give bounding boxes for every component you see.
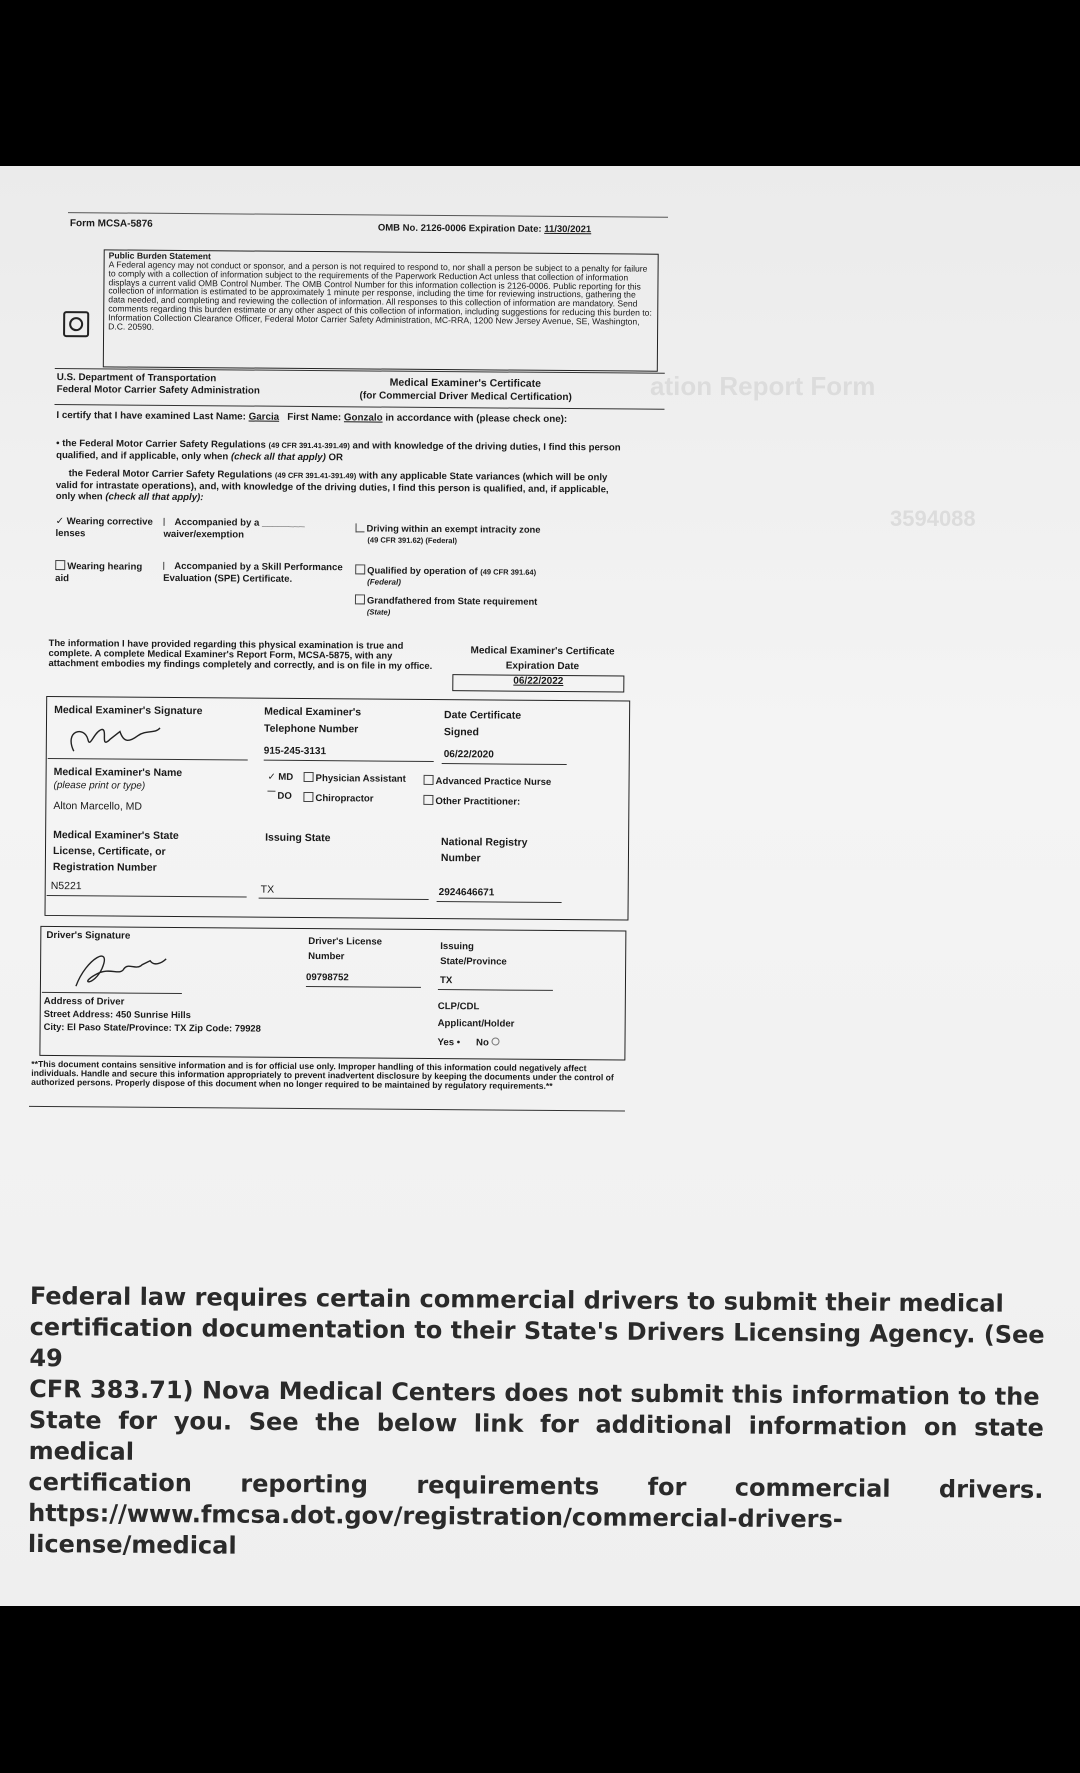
- date-signed-label: Date Certificate Signed: [443, 709, 522, 738]
- public-burden-statement: [103, 249, 659, 371]
- examiner-phone: 915-245-3131: [263, 745, 327, 758]
- national-registry-number: 2924646671: [438, 887, 495, 899]
- notice-line: Federal law requires certain commercial drivers to submit their medical: [29, 1282, 1004, 1318]
- issuing-state-label: Issuing State: [265, 831, 331, 845]
- medical-examiner-certificate-form: [31, 214, 666, 1159]
- last-name: Garcia: [248, 411, 280, 423]
- examiner-name-label: Medical Examiner's Name: [53, 765, 183, 780]
- examiner-signature: [60, 719, 170, 760]
- omb-number: OMB No. 2126-0006 Expiration Date: 11/30/2021: [377, 222, 592, 236]
- credential-apn: Advanced Practice Nurse: [424, 775, 552, 789]
- checkbox[interactable]: [356, 523, 365, 532]
- dot-logo-icon: [63, 311, 89, 337]
- credential-do: DO: [267, 791, 291, 803]
- option-federal: • the Federal Motor Carrier Safety Regulations (49 CFR 391.41-391.49) and with knowledge of the driving duties, I find this person qualified, and if applicable, only when (check all that apply) OR: [56, 438, 621, 463]
- dept-line1: U.S. Department of Transportation: [56, 372, 217, 385]
- national-registry-label: National Registry Number: [440, 836, 528, 865]
- checkbox[interactable]: [164, 518, 173, 526]
- notice-line: certification reporting requirements for commercial drivers.: [28, 1467, 1044, 1504]
- state-reporting-notice: [28, 1281, 1045, 1568]
- driver-street: Street Address: 450 Sunrise Hills: [43, 1007, 191, 1021]
- fmcsa-link[interactable]: https://www.fmcsa.dot.gov/registration/commercial-drivers-license/medical: [27, 1498, 843, 1560]
- sensitive-disclaimer: **This document contains sensitive information and is for official use only. Improper handling of this information could negatively affect individuals. Handle and secure this information appropriately to prevent inadvertent disclosure by keeping the documents under the control of authorized persons. Properly dispose of this document when no longer required to be maintained by regulatory requirements.**: [31, 1058, 614, 1091]
- selected-bullet: •: [56, 438, 60, 450]
- no-radio[interactable]: [492, 1037, 500, 1045]
- issuing-province: TX: [439, 975, 453, 987]
- date-signed: 06/22/2020: [443, 749, 494, 761]
- background-ghost-number: 3594088: [890, 506, 976, 531]
- option-radio[interactable]: [56, 469, 64, 477]
- checkbox[interactable]: [423, 795, 433, 805]
- no-option: No: [476, 1037, 489, 1049]
- expiration-date-box: [452, 674, 624, 692]
- checkbox[interactable]: [55, 560, 65, 570]
- top-rule: [68, 212, 668, 218]
- checkmark-icon: ✓: [55, 516, 65, 528]
- first-name: Gonzalo: [343, 412, 383, 424]
- checkmark-icon: ✓: [267, 771, 276, 783]
- issuing-province-label: Issuing State/Province: [440, 941, 507, 968]
- yes-option: Yes: [437, 1037, 455, 1049]
- driver-city: City: El Paso State/Province: TX Zip Code: 79928: [43, 1020, 261, 1034]
- rule: [54, 404, 664, 410]
- certify-statement: I certify that I have examined Last Name: Garcia First Name: Gonzalo in accordance with (please check one):: [56, 410, 568, 426]
- check-waiver: Accompanied by a ________ waiver/exemption: [163, 516, 305, 540]
- checkbox[interactable]: [267, 791, 275, 800]
- checkbox[interactable]: [303, 792, 313, 802]
- examiner-name-hint: (please print or type): [53, 779, 146, 792]
- notice-line: certification documentation to their State's Drivers Licensing Agency. (See 49: [29, 1312, 1045, 1373]
- drivers-license-label: Driver's License Number: [308, 936, 383, 962]
- burden-title: Public Burden Statement: [108, 250, 211, 262]
- credential-md: ✓ MD: [267, 771, 294, 783]
- form-number: Form MCSA-5876: [69, 218, 153, 230]
- issuing-state: TX: [260, 883, 275, 896]
- expiration-date: 06/22/2022: [513, 675, 564, 687]
- driver-address-label: Address of Driver: [43, 995, 125, 1008]
- examiner-name: Alton Marcello, MD: [53, 799, 143, 813]
- option-state-variance: the Federal Motor Carrier Safety Regulations (49 CFR 391.41-391.49) with any applicable State variances (which will be only valid for intrastate operations), and, with knowledge of the driving duties, I find this person is qualified, and, if applicable, only when (check all that apply):: [55, 468, 609, 504]
- credential-chiro: Chiropractor: [303, 792, 373, 805]
- checkbox[interactable]: [424, 775, 434, 785]
- notice-line: CFR 383.71) Nova Medical Centers does not submit this information to the: [29, 1374, 1040, 1411]
- certificate-title: Medical Examiner's Certificate: [389, 376, 542, 390]
- credential-other: Other Practitioner:: [423, 795, 520, 808]
- yes-selected-icon[interactable]: •: [456, 1037, 461, 1049]
- check-intracity: Driving within an exempt intracity zone (49 CFR 391.62) (Federal): [355, 522, 575, 546]
- burden-text: A Federal agency may not conduct or sponsor, and a person is not required to respond to, nor shall a person be subject to a penalty for failure to comply with a collection of information subject to the requirements of the Paperwork Reduction Act unless that collection of information displays a current valid OMB Control Number. The OMB Control Number for this information collection is 2126-0006. Public reporting for this collection of information is estimated to be approximately 1 minute per response, including the time for reviewing instructions, gathering the data needed, and completing and reviewing the collection of information. All responses to this collection of information are mandatory. Send comments regarding this burden estimate or any other aspect of this collection of information, including suggestions for reducing this burden to: Information Collection Clearance Officer, Federal Motor Carrier Safety Administration, MC-RRA, 1200 New Jersey Avenue, SE, Washington, D.C. 20590.: [108, 259, 652, 332]
- check-corrective-lenses: ✓ Wearing corrective lenses: [55, 516, 153, 540]
- attestation-text: The information I have provided regarding this physical examination is true and complete. A complete Medical Examiner's Report Form, MCSA-5875, with any attachment embodies my findings completely and correctly, and is on file in my office.: [48, 636, 433, 672]
- driver-signature-label: Driver's Signature: [46, 929, 131, 942]
- driver-signature: [66, 938, 176, 995]
- checkbox[interactable]: [355, 564, 365, 574]
- checkbox[interactable]: [163, 562, 172, 570]
- omb-expiration-date: 11/30/2021: [544, 223, 592, 236]
- checkbox[interactable]: [355, 594, 365, 604]
- check-operation: Qualified by operation of (49 CFR 391.64) (Federal): [355, 564, 575, 589]
- checkbox[interactable]: [304, 772, 314, 782]
- credential-pa: Physician Assistant: [304, 772, 406, 785]
- check-grandfathered: Grandfathered from State requirement (State): [355, 594, 595, 618]
- clp-cdl-label: CLP/CDL Applicant/Holder: [437, 1001, 515, 1030]
- bottom-rule: [29, 1106, 625, 1112]
- examiner-signature-label: Medical Examiner's Signature: [54, 704, 203, 718]
- drivers-license-number: 09798752: [305, 971, 349, 984]
- certificate-subtitle: (for Commercial Driver Medical Certification): [359, 390, 572, 404]
- clp-cdl-options: [437, 1037, 499, 1049]
- license-label: Medical Examiner's State License, Certificate, or Registration Number: [52, 828, 179, 874]
- notice-line: State for you. See the below link for additional information on state medical: [28, 1405, 1044, 1466]
- dept-line2: Federal Motor Carrier Safety Administration: [56, 384, 260, 397]
- license-number: N5221: [50, 879, 82, 893]
- phone-label: Medical Examiner's Telephone Number: [263, 705, 362, 735]
- check-spe: Accompanied by a Skill Performance Evaluation (SPE) Certificate.: [163, 560, 343, 585]
- check-hearing-aid: Wearing hearing aid: [55, 561, 143, 584]
- background-ghost-title: ation Report Form: [650, 371, 876, 401]
- expiration-label: Medical Examiner's Certificate Expiration Date: [470, 645, 615, 673]
